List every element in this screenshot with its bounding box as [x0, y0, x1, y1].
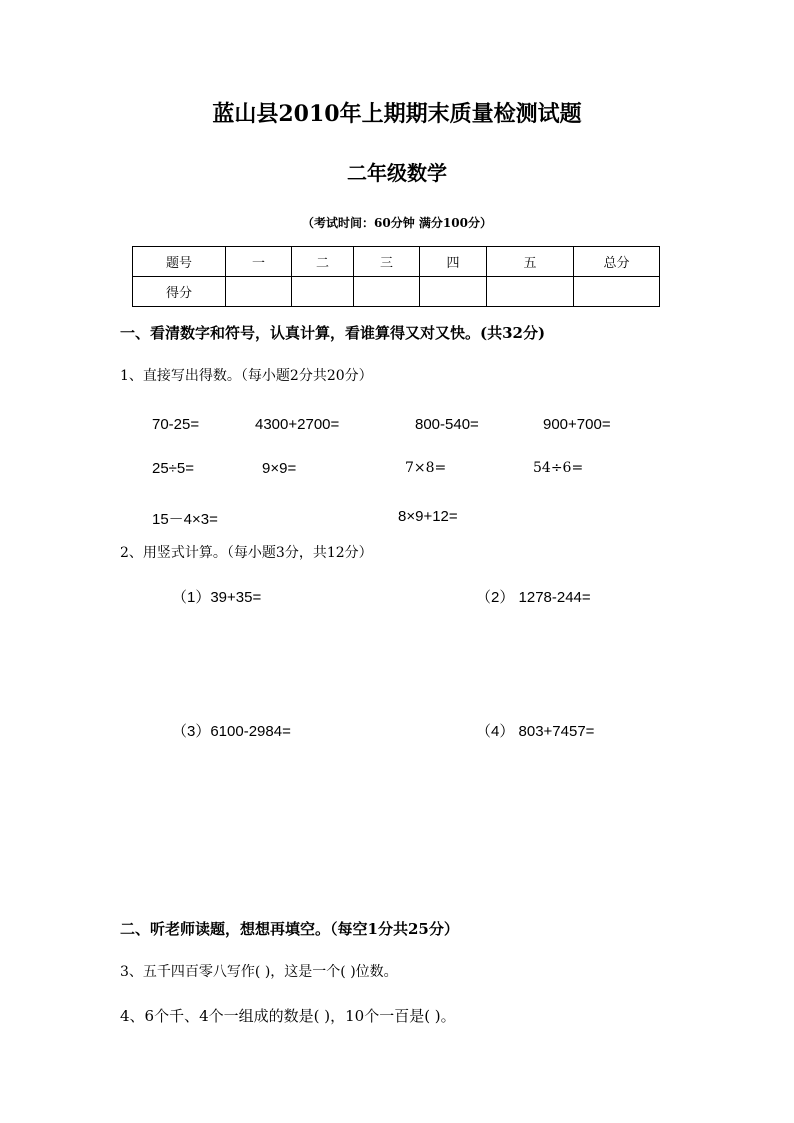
calc-item: 54÷6=	[533, 460, 584, 476]
calc-item: 4300+2700=	[255, 416, 340, 433]
calc-item: 25÷5=	[152, 460, 195, 477]
page-title: 蓝山县2010年上期期末质量检测试题	[212, 101, 582, 127]
score-input-cell[interactable]	[420, 277, 487, 307]
question-1-label: 1、直接写出得数。（每小题2分共20分）	[120, 368, 373, 384]
question-2-label: 2、用竖式计算。（每小题3分，共12分）	[120, 545, 373, 561]
score-input-cell[interactable]	[292, 277, 354, 307]
vertical-calc-item: （4） 803+7457=	[476, 723, 595, 740]
score-input-cell[interactable]	[354, 277, 420, 307]
calc-item: 900+700=	[543, 416, 611, 433]
section-1-heading: 一、看清数字和符号，认真计算，看谁算得又对又快。(共32分)	[120, 324, 546, 342]
vertical-calc-item: （1）39+35=	[172, 589, 262, 606]
score-header-cell: 二	[292, 247, 354, 277]
score-input-cell[interactable]	[487, 277, 574, 307]
score-table-score-row	[133, 277, 660, 307]
score-header-cell: 一	[226, 247, 292, 277]
calc-item: 7×8=	[405, 460, 447, 476]
score-input-cell[interactable]	[574, 277, 660, 307]
vertical-calc-item: （3）6100-2984=	[172, 723, 291, 740]
score-header-cell: 三	[354, 247, 420, 277]
score-row-label: 得分	[133, 277, 226, 307]
score-header-cell: 题号	[133, 247, 226, 277]
score-header-cell: 五	[487, 247, 574, 277]
score-table-header-row	[133, 247, 660, 277]
calc-item: 800-540=	[415, 416, 479, 433]
exam-info: （考试时间：60分钟 满分100分）	[302, 216, 492, 230]
vertical-calc-item: （2） 1278-244=	[476, 589, 591, 606]
score-header-cell: 四	[420, 247, 487, 277]
section-2-heading: 二、听老师读题，想想再填空。（每空1分共25分）	[120, 920, 459, 938]
calc-item: 9×9=	[262, 460, 297, 477]
question-3: 3、五千四百零八写作( )，这是一个( )位数。	[120, 964, 398, 980]
calc-item: 15－4×3=	[152, 511, 218, 528]
calc-item: 8×9+12=	[398, 508, 458, 525]
score-header-cell: 总分	[574, 247, 660, 277]
score-table	[132, 246, 660, 307]
question-4: 4、6个千、4个一组成的数是( )，10个一百是( )。	[120, 1007, 456, 1025]
score-input-cell[interactable]	[226, 277, 292, 307]
calc-item: 70-25=	[152, 416, 200, 433]
page-subtitle: 二年级数学	[347, 161, 447, 185]
